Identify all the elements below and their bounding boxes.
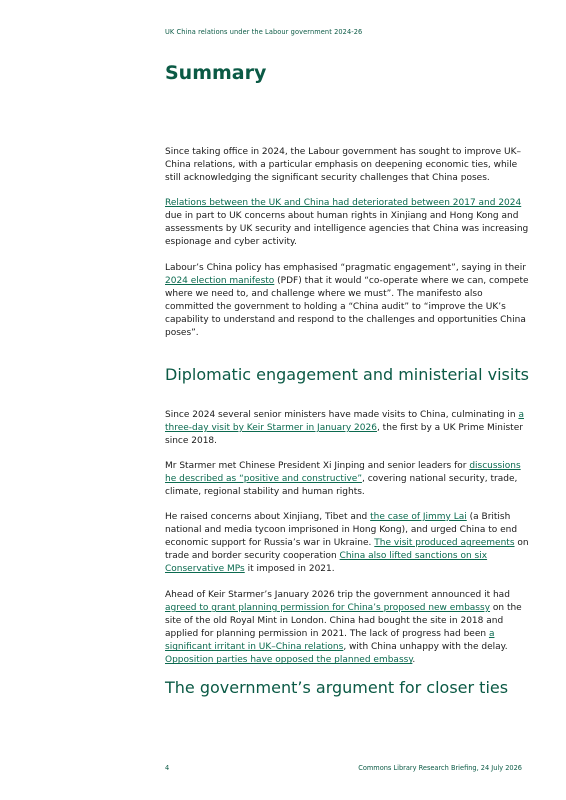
running-header: UK China relations under the Labour government 2024-26 bbox=[165, 28, 363, 36]
link-relations-deteriorated[interactable]: Relations between the UK and China had deteriorated between 2017 and 2024 bbox=[165, 198, 522, 208]
diplomatic-p1-text-b: , the first by a UK Prime Minister since 2018. bbox=[165, 423, 523, 447]
argument-heading: The government’s argument for closer ties bbox=[165, 678, 509, 697]
diplomatic-paragraph-3 bbox=[165, 511, 529, 576]
link-embassy-planning[interactable]: agreed to grant planning permission for China’s proposed new embassy bbox=[165, 603, 491, 614]
summary-p1-text: Since taking office in 2024, the Labour government has sought to improve UK–China relations, with a particular emphasis on deepening economic ties, while still acknowledging the significant security challenges that China poses. bbox=[165, 147, 521, 184]
link-visit-agreements[interactable]: The visit produced agreements bbox=[374, 538, 515, 549]
link-opposition-embassy[interactable]: Opposition parties have opposed the planned embassy bbox=[165, 655, 413, 666]
diplomatic-p4-text-c: , with China unhappy with the delay. bbox=[343, 642, 508, 653]
diplomatic-p2-text-b: , covering national security, trade, climate, regional stability and human rights. bbox=[165, 474, 518, 498]
diplomatic-p2-text-a: Mr Starmer met Chinese President Xi Jinping and senior leaders for bbox=[165, 461, 470, 471]
link-election-manifesto[interactable]: 2024 election manifesto bbox=[165, 276, 275, 287]
summary-paragraph-2 bbox=[165, 197, 529, 249]
link-jimmy-lai[interactable]: the case of Jimmy Lai bbox=[370, 512, 467, 522]
summary-p3-text-b: (PDF) that it would “co-operate where we can, compete where we need to, and challenge where we must”. The manifesto also committed the government to holding a “China audit” to “improve the UK’s capability to understand and respond to the challenges and opportunities China poses”. bbox=[165, 276, 529, 339]
diplomatic-paragraph-1 bbox=[165, 409, 529, 448]
diplomatic-p3-text-b: (a British national and media tycoon imprisoned in Hong Kong), and urged China to end economic support for Russia’s war in Ukraine. bbox=[165, 512, 518, 549]
diplomatic-paragraph-2 bbox=[165, 460, 529, 499]
diplomatic-paragraph-4 bbox=[165, 589, 529, 668]
summary-heading: Summary bbox=[165, 62, 267, 84]
link-positive-constructive[interactable]: discussions he described as “positive and constructive” bbox=[165, 461, 521, 485]
link-starmer-visit[interactable]: a three-day visit by Keir Starmer in January 2026 bbox=[165, 410, 524, 434]
diplomatic-p3-text-a: He raised concerns about Xinjiang, Tibet and bbox=[165, 512, 371, 522]
diplomatic-p1-text-a: Since 2024 several senior ministers have made visits to China, culminating in bbox=[165, 410, 519, 420]
diplomatic-p4-text-d: . bbox=[412, 655, 416, 666]
link-sanctions-lifted[interactable]: China also lifted sanctions on six Conservative MPs bbox=[165, 551, 488, 575]
page-number: 4 bbox=[165, 764, 170, 772]
link-significant-irritant[interactable]: a significant irritant in UK–China relations bbox=[165, 629, 495, 653]
diplomatic-p4-text-b: on the site of the old Royal Mint in London. China had bought the site in 2018 and applied for planning permission in 2021. The lack of progress had been bbox=[165, 603, 522, 640]
summary-p2-text: due in part to UK concerns about human rights in Xinjiang and Hong Kong and assessments by UK security and intelligence agencies that China was increasing espionage and cyber activity. bbox=[165, 211, 529, 248]
summary-paragraph-1 bbox=[165, 146, 529, 185]
diplomatic-heading: Diplomatic engagement and ministerial visits bbox=[165, 365, 529, 384]
publication-footer: Commons Library Research Briefing, 24 July 2026 bbox=[358, 764, 522, 772]
diplomatic-p4-text-a: Ahead of Keir Starmer’s January 2026 trip the government announced it had bbox=[165, 590, 510, 600]
diplomatic-p3-text-d: it imposed in 2021. bbox=[244, 564, 335, 575]
summary-paragraph-3 bbox=[165, 262, 529, 341]
summary-p3-text-a: Labour’s China policy has emphasised “pragmatic engagement”, saying in their bbox=[165, 263, 526, 273]
diplomatic-p3-text-c: on trade and border security cooperation bbox=[165, 538, 529, 562]
